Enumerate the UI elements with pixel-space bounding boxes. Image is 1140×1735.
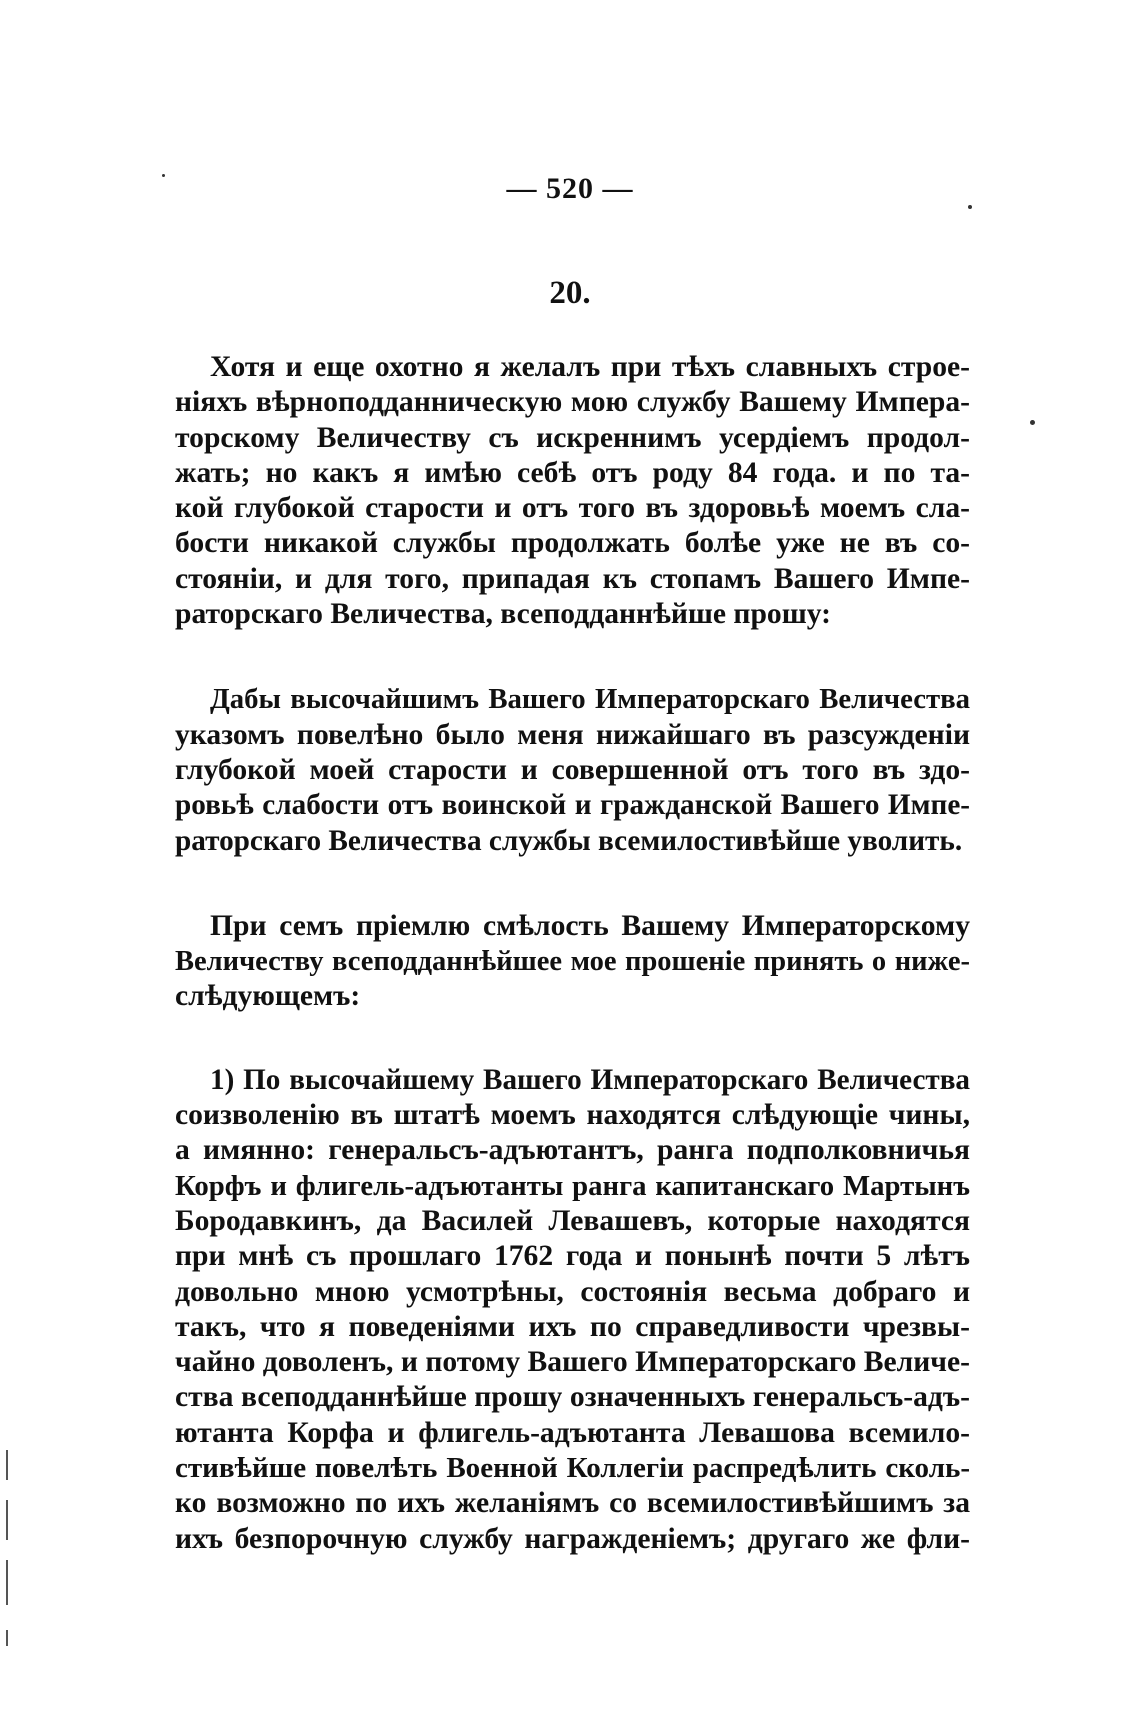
- text-line: слѣдующемъ:: [175, 980, 361, 1013]
- text-line: довольно мною усмотрѣны, состоянія весьма добраго и: [175, 1275, 970, 1308]
- scan-speck: [1030, 420, 1035, 425]
- text-line: жать; но какъ я имѣю себѣ отъ роду 84 года. и по та-: [175, 456, 970, 489]
- text-line: ютанта Корфа и флигель-адъютанта Левашова всемило-: [175, 1416, 970, 1449]
- page-number: — 520 —: [506, 172, 634, 205]
- text-line: Дабы высочайшимъ Вашего Императорскаго Величества: [210, 683, 970, 716]
- text-line: соизволенію въ штатѣ моемъ находятся слѣдующіе чины,: [175, 1099, 970, 1132]
- text-line: Величеству всеподданнѣйшее мое прошеніе принять о ниже-: [175, 946, 970, 978]
- paragraph-4: [175, 1063, 970, 1557]
- text-line: раторскаго Величества, всеподданнѣйше прошу:: [175, 598, 831, 631]
- text-line: а имянно: генеральсъ-адъютантъ, ранга подполковничья: [175, 1134, 970, 1167]
- text-line: стивѣйше повелѣть Военной Коллегіи распредѣлить сколь-: [175, 1452, 970, 1485]
- document-body: [175, 350, 970, 1557]
- text-line: Бородавкинъ, да Василей Левашевъ, которые находятся: [175, 1204, 970, 1237]
- scan-edge-mark: [6, 1630, 8, 1646]
- text-line: ровьѣ слабости отъ воинской и гражданской Вашего Импе-: [175, 789, 970, 822]
- text-line: указомъ повелѣно было меня нижайшаго въ разсужденіи: [175, 718, 970, 751]
- text-line: Хотя и еще охотно я желалъ при тѣхъ славныхъ строе-: [210, 351, 970, 383]
- text-line: торскому Величеству съ искреннимъ усердіемъ продол-: [175, 421, 970, 454]
- scan-edge-mark: [6, 1450, 8, 1480]
- scan-edge-mark: [6, 1560, 8, 1605]
- text-line: чайно доволенъ, и потому Вашего Императорскаго Величе-: [175, 1346, 970, 1379]
- text-line: бости никакой службы продолжать болѣе уже не въ со-: [175, 527, 970, 560]
- paragraph-3: [175, 909, 970, 1015]
- text-line: ко возможно по ихъ желаніямъ со всемилостивѣйшимъ за: [175, 1487, 970, 1520]
- text-line: ихъ безпорочную службу награжденіемъ; другаго же фли-: [175, 1522, 970, 1555]
- scan-speck: [968, 205, 972, 209]
- text-line: глубокой моей старости и совершенной отъ того въ здо-: [175, 753, 970, 786]
- text-line: 1) По высочайшему Вашего Императорскаго Величества: [210, 1063, 970, 1096]
- text-line: ніяхъ вѣрноподданническую мою службу Вашему Импера-: [175, 386, 970, 419]
- scan-speck: [162, 174, 165, 177]
- paragraph-2: [175, 682, 970, 858]
- text-line: такъ, что я поведеніями ихъ по справедливости чрезвы-: [175, 1310, 970, 1343]
- text-line: При семъ пріемлю смѣлость Вашему Императорскому: [210, 909, 970, 942]
- document-number: 20.: [549, 275, 591, 311]
- text-line: стояніи, и для того, припадая къ стопамъ Вашего Импе-: [175, 562, 970, 595]
- paragraph-1: [175, 350, 970, 632]
- text-line: ства всеподданнѣйше прошу означенныхъ генеральсъ-адъ-: [175, 1381, 970, 1414]
- scan-edge-mark: [6, 1500, 8, 1540]
- text-line: раторскаго Величества службы всемилостивѣйше уволить.: [175, 824, 963, 857]
- text-line: кой глубокой старости и отъ того въ здоровьѣ моемъ сла-: [175, 492, 970, 525]
- text-line: Корфъ и флигель-адъютанты ранга капитанскаго Мартынъ: [175, 1169, 970, 1202]
- text-line: при мнѣ съ прошлаго 1762 года и понынѣ почти 5 лѣтъ: [175, 1240, 970, 1273]
